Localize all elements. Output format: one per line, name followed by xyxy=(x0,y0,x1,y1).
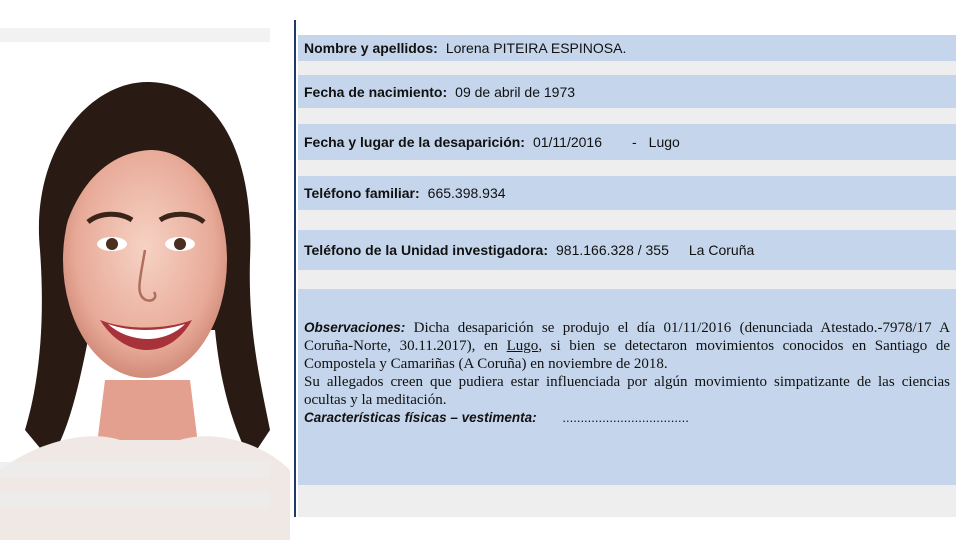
unit-location: La Coruña xyxy=(688,242,755,258)
lugo-link: Lugo xyxy=(506,338,539,354)
observations-block xyxy=(298,289,956,485)
name-label: Nombre y apellidos: xyxy=(304,40,438,56)
info-panel xyxy=(298,22,958,517)
unit-phone-value: 981.166.328 / 355 xyxy=(556,242,669,258)
family-phone-value: 665.398.934 xyxy=(427,185,506,201)
birth-label: Fecha de nacimiento: xyxy=(304,83,448,100)
row-gap xyxy=(298,108,956,124)
birth-row xyxy=(298,75,956,108)
observations-text: Dicha desaparición se produjo el día 01/11/2016 (denunciada Atestado.-7978/17 A Coruña-Norte, 30.11.2017), en xyxy=(304,320,950,354)
family-phone-label: Teléfono familiar: xyxy=(304,185,420,201)
physical-value: ................................... xyxy=(562,410,689,425)
disappearance-separator: - xyxy=(632,134,637,150)
row-gap xyxy=(298,160,956,176)
disappearance-label: Fecha y lugar de la desaparición: xyxy=(304,134,525,150)
observations-text-line2: Su allegados creen que pudiera estar influenciada por algún movimiento simpatizante de las ciencias ocultas y la meditación. xyxy=(304,374,950,408)
unit-phone-row xyxy=(298,230,956,270)
unit-phone-label: Teléfono de la Unidad investigadora: xyxy=(304,242,548,258)
family-phone-row xyxy=(298,176,956,210)
row-gap xyxy=(298,61,956,75)
name-row xyxy=(298,35,956,61)
bottom-gap xyxy=(298,485,956,517)
disappearance-date: 01/11/2016 xyxy=(532,134,602,150)
observations-label: Observaciones: xyxy=(304,320,406,335)
name-value: Lorena PITEIRA ESPINOSA. xyxy=(445,40,627,56)
missing-person-photo xyxy=(0,0,290,540)
row-gap xyxy=(298,270,956,289)
disappearance-place: Lugo xyxy=(648,134,680,150)
birth-value: 09 de abril de 1973 xyxy=(455,83,576,100)
portrait-illustration xyxy=(0,0,290,540)
physical-label: Características físicas – vestimenta: xyxy=(304,410,537,425)
vertical-divider xyxy=(294,20,296,517)
row-gap xyxy=(298,210,956,230)
observations-text-cont: , si bien se detectaron movimientos conocidos en Santiago de Compostela y Camariñas (A Coruña) en noviembre de 2018. xyxy=(304,338,951,372)
disappearance-row xyxy=(298,124,956,160)
